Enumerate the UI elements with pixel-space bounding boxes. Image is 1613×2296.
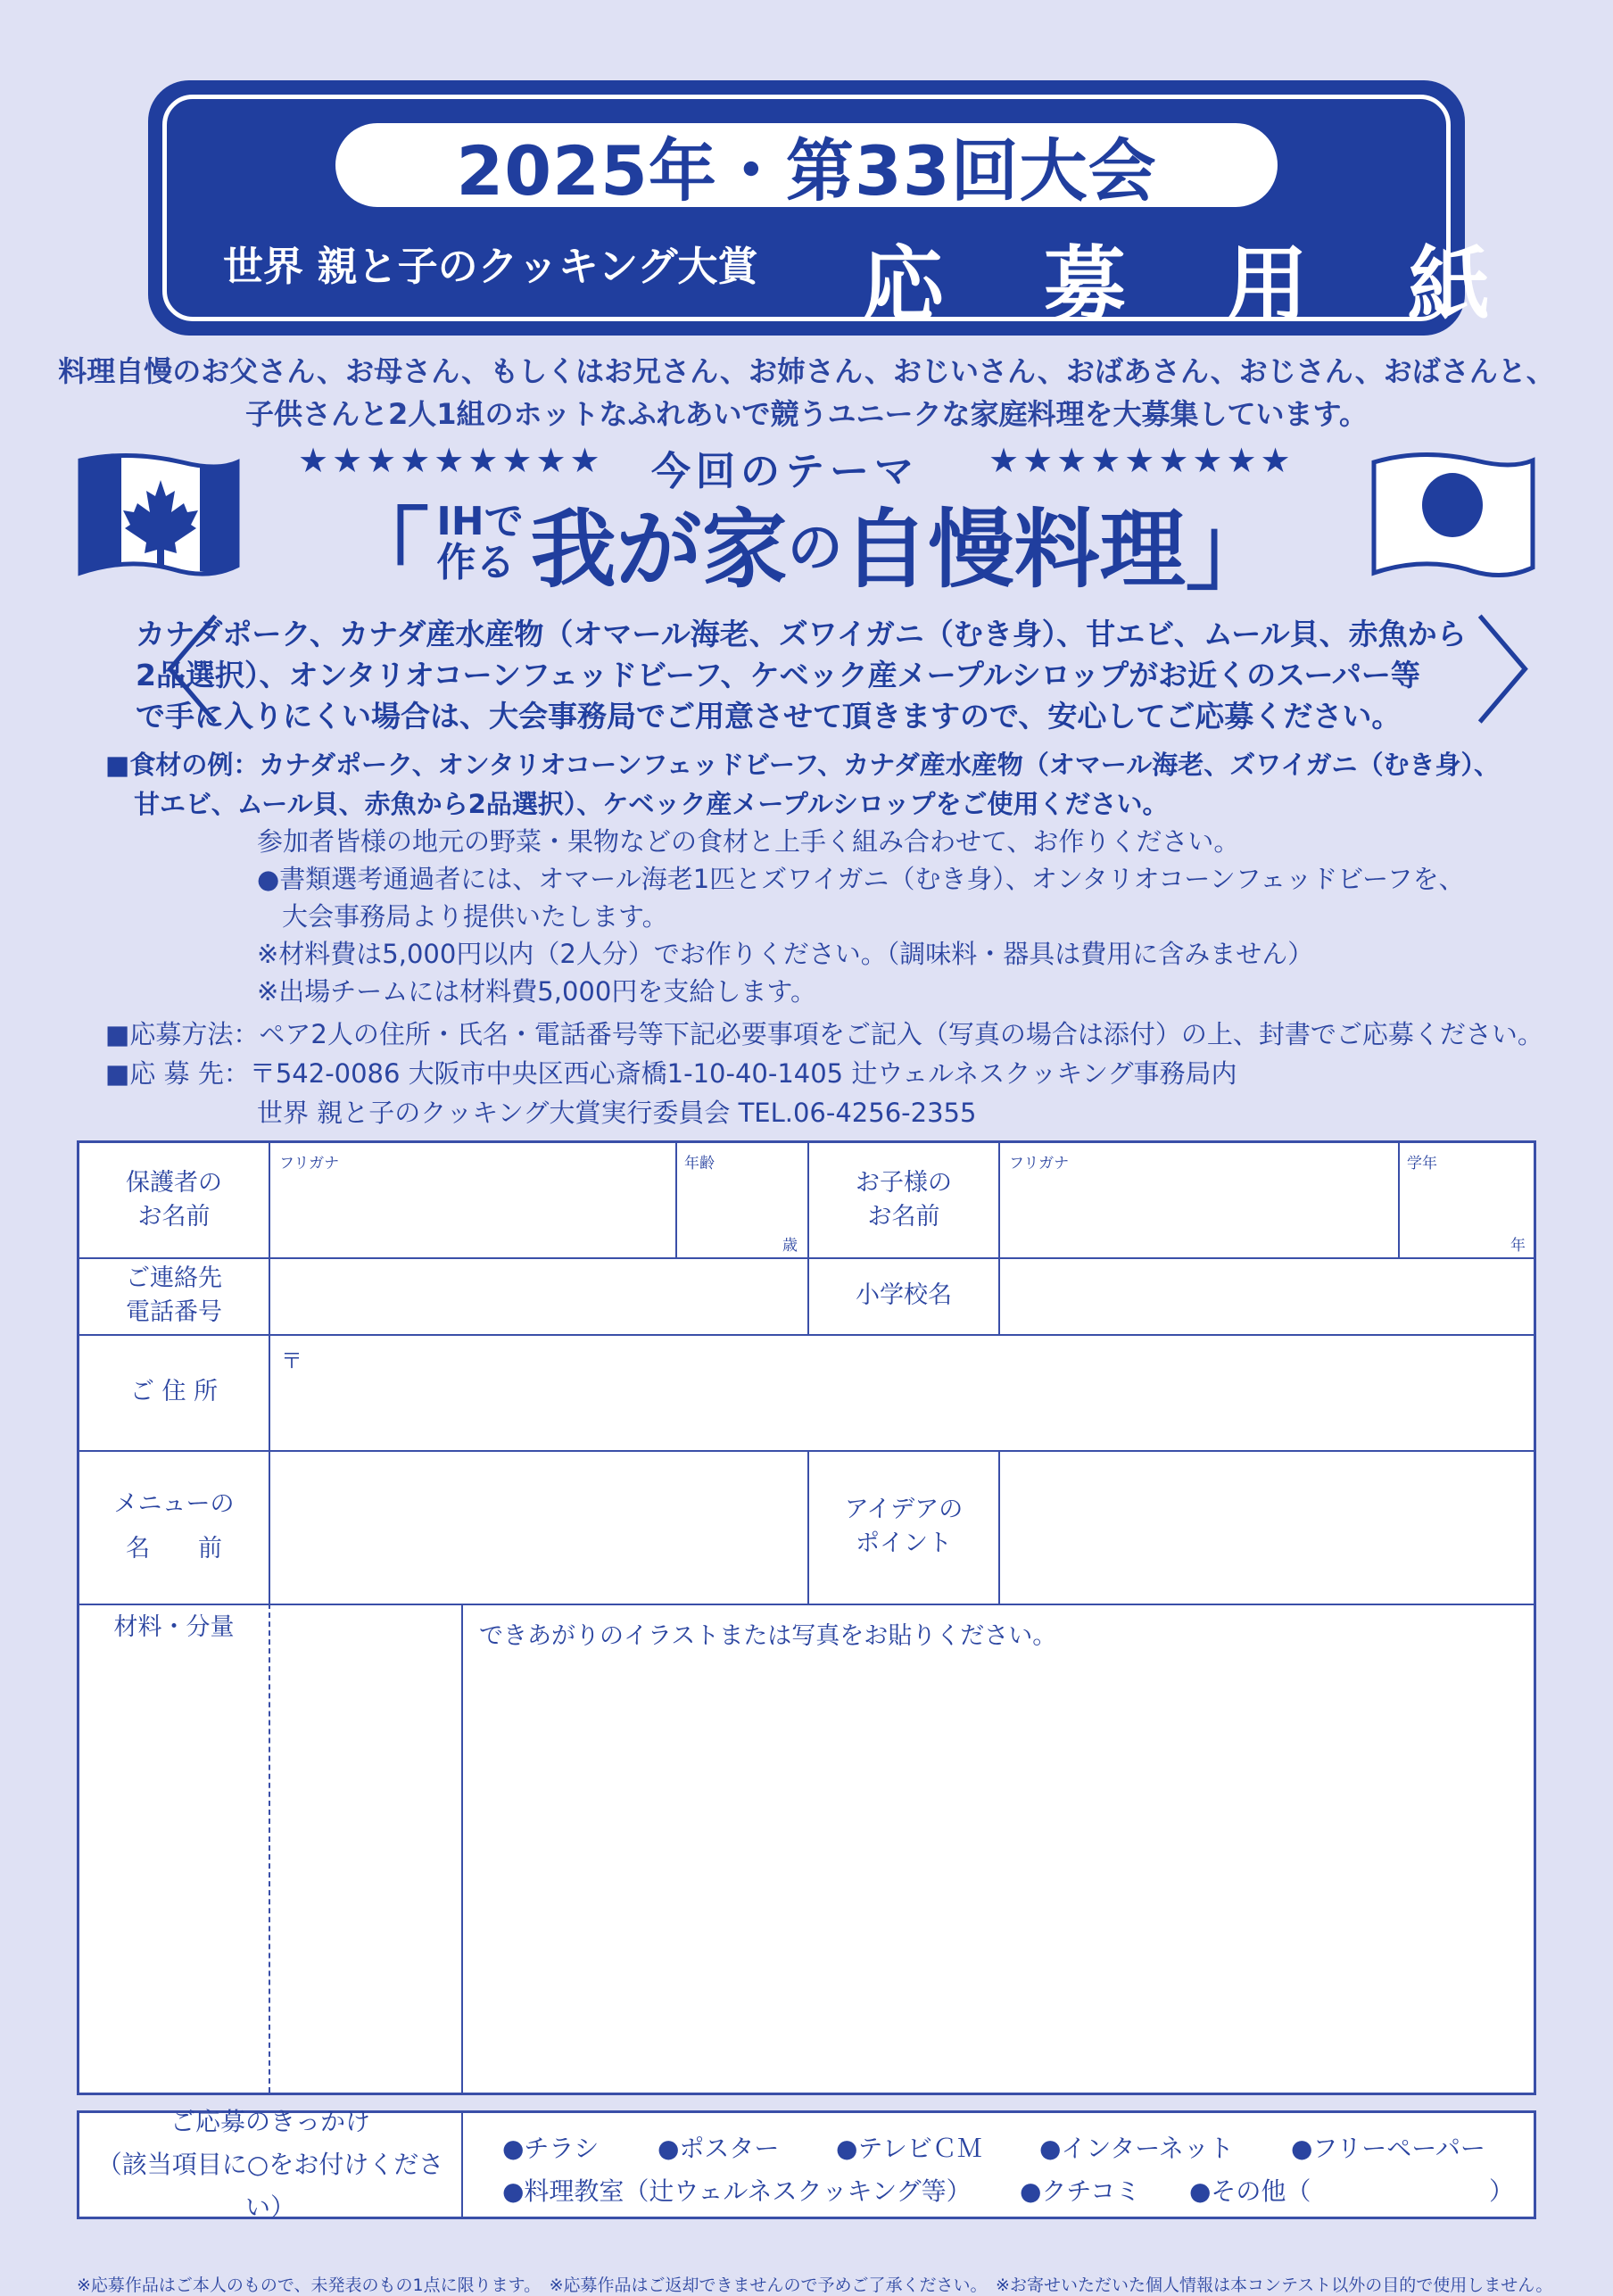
apply-address: ■応 募 先：〒542-0086 大阪市中央区西心斎橋1-10-40-1405 辻ウェルネスクッキング事務局内 xyxy=(105,1058,1237,1089)
child-furigana-label: フリガナ xyxy=(1009,1155,1070,1173)
theme-close-bracket: 」 xyxy=(1185,498,1275,602)
option-internet[interactable]: ●インターネット xyxy=(1039,2134,1234,2163)
photo-instruction: できあがりのイラストまたは写真をお貼りください。 xyxy=(479,1622,1057,1650)
theme-title xyxy=(330,487,1285,602)
ingredients-label: 材料・分量 xyxy=(113,1613,235,1641)
option-cooking-class[interactable]: ●料理教室（辻ウェルネスクッキング等） xyxy=(502,2176,972,2206)
phone-field[interactable] xyxy=(270,1259,807,1334)
stars-right: ★★★★★★★★★ xyxy=(988,441,1295,480)
postal-mark: 〒 xyxy=(281,1348,302,1373)
menu-name-label: メニューの 名 前 xyxy=(113,1490,235,1562)
title-pill xyxy=(335,123,1278,211)
school-name-label: 小学校名 xyxy=(856,1281,952,1309)
disclaimer: ※応募作品はご本人のもので、未発表のもの1点に限ります。 ※応募作品はご返却できませんので予めご了承ください。 ※お寄せいただいた個人情報は本コンテスト以外の目的で使用しません。 xyxy=(77,2275,1553,2295)
option-other[interactable]: ●その他（ xyxy=(1189,2176,1311,2206)
age-label: 年齢 xyxy=(684,1155,715,1173)
ingredients-example-1: ■食材の例：カナダポーク、オンタリオコーンフェッドビーフ、カナダ産水産物（オマール海老、ズワイガニ（むき身）、 xyxy=(105,750,1500,780)
notice-text xyxy=(136,614,1474,737)
form-name: 応 募 用 紙 xyxy=(862,237,1526,333)
intro-line-1: 料理自慢のお父さん、お母さん、もしくはお兄さん、お姉さん、おじいさん、おばあさん、おじさん、おばさんと、 xyxy=(58,354,1555,388)
provide-note-2: 大会事務局より提供いたします。 xyxy=(282,901,668,932)
notice-line-3: で手に入りにくい場合は、大会事務局でご用意させて頂きますので、安心してご応募ください。 xyxy=(136,699,1402,734)
option-poster[interactable]: ●ポスター xyxy=(658,2134,780,2163)
address-field[interactable] xyxy=(270,1336,1534,1450)
trigger-section xyxy=(77,2107,1536,2222)
contest-name: 世界 親と子のクッキング大賞 xyxy=(223,243,758,290)
idea-point-label: アイデアの ポイント xyxy=(844,1496,964,1557)
menu-name-field[interactable] xyxy=(270,1452,807,1604)
notice-bracket-left: 〈 xyxy=(105,605,222,741)
contact-phone-label: ご連絡先 電話番号 xyxy=(126,1264,222,1326)
application-form xyxy=(77,1140,1536,2095)
theme-ih xyxy=(436,501,523,584)
page-title: 2025年・第33回大会 xyxy=(456,130,1157,211)
option-free-paper[interactable]: ●フリーペーパー xyxy=(1291,2134,1485,2163)
apply-method: ■応募方法：ペア2人の住所・氏名・電話番号等下記必要事項をご記入（写真の場合は添付）の上、封書でご応募ください。 xyxy=(105,1019,1543,1049)
committee-contact: 世界 親と子のクッキング大賞実行委員会 TEL.06-4256-2355 xyxy=(257,1098,977,1128)
guardian-name-field[interactable] xyxy=(270,1143,675,1257)
guardian-furigana-label: フリガナ xyxy=(279,1155,340,1173)
pay-note: ※出場チームには材料費5,000円を支給します。 xyxy=(257,976,817,1007)
local-ingredients: 参加者皆様の地元の野菜・果物などの食材と上手く組み合わせて、お作りください。 xyxy=(257,826,1240,857)
theme-title-a: 我が家 xyxy=(530,499,788,600)
photo-area[interactable] xyxy=(463,1605,1534,2093)
theme-title-no: の xyxy=(787,514,843,580)
intro-text xyxy=(54,350,1559,435)
intro-line-2: 子供さんと2人1組のホットなふれあいで競うユニークな家庭料理を大募集しています。 xyxy=(245,397,1368,431)
idea-point-field[interactable] xyxy=(1000,1452,1534,1604)
trigger-label: ご応募のきっかけ （該当項目に○をお付けください） xyxy=(96,2107,444,2222)
provide-note-1: ●書類選考通過者には、オマール海老1匹とズワイガニ（むき身）、オンタリオコーンフェッドビーフを、 xyxy=(257,864,1465,894)
grade-field[interactable] xyxy=(1400,1143,1534,1257)
option-other-close: ） xyxy=(1489,2176,1515,2206)
address-label: ご 住 所 xyxy=(129,1378,219,1405)
option-flyer[interactable]: ●チラシ xyxy=(502,2134,600,2163)
theme-ih-bottom: 作る xyxy=(436,540,516,585)
guardian-name-label: 保護者の お名前 xyxy=(126,1169,222,1231)
notice-bracket-right: 〉 xyxy=(1474,605,1591,741)
theme-ih-top: IHで xyxy=(436,499,524,544)
grade-label: 学年 xyxy=(1407,1155,1437,1173)
ingredients-field[interactable] xyxy=(79,1652,461,2093)
grade-unit: 年 xyxy=(1510,1237,1526,1255)
age-field[interactable] xyxy=(677,1143,807,1257)
theme-title-b: 自慢料理 xyxy=(842,499,1186,600)
school-field[interactable] xyxy=(1000,1259,1534,1334)
child-name-field[interactable] xyxy=(1000,1143,1398,1257)
ingredients-example-2: 甘エビ、ムール貝、赤魚から2品選択）、ケベック産メープルシロップをご使用ください。 xyxy=(134,789,1169,819)
cost-note: ※材料費は5,000円以内（2人分）でお作りください。（調味料・器具は費用に含みません） xyxy=(257,939,1314,969)
option-tv-cm[interactable]: ●テレビＣＭ xyxy=(836,2134,982,2163)
japan-flag-icon xyxy=(1369,448,1538,585)
theme-label: 今回のテーマ xyxy=(651,449,919,494)
theme-open-bracket: 「 xyxy=(340,498,430,602)
notice-line-2: 2品選択）、オンタリオコーンフェッドビーフ、ケベック産メープルシロップがお近くのスーパー等 xyxy=(136,658,1420,692)
notice-line-1: カナダポーク、カナダ産水産物（オマール海老、ズワイガニ（むき身）、甘エビ、ムール貝、赤魚から xyxy=(136,617,1467,651)
canada-flag-icon xyxy=(75,450,244,584)
age-unit: 歳 xyxy=(782,1237,798,1255)
stars-left: ★★★★★★★★★ xyxy=(298,441,604,480)
option-word-of-mouth[interactable]: ●クチコミ xyxy=(1020,2176,1141,2206)
child-name-label: お子様の お名前 xyxy=(856,1169,952,1231)
